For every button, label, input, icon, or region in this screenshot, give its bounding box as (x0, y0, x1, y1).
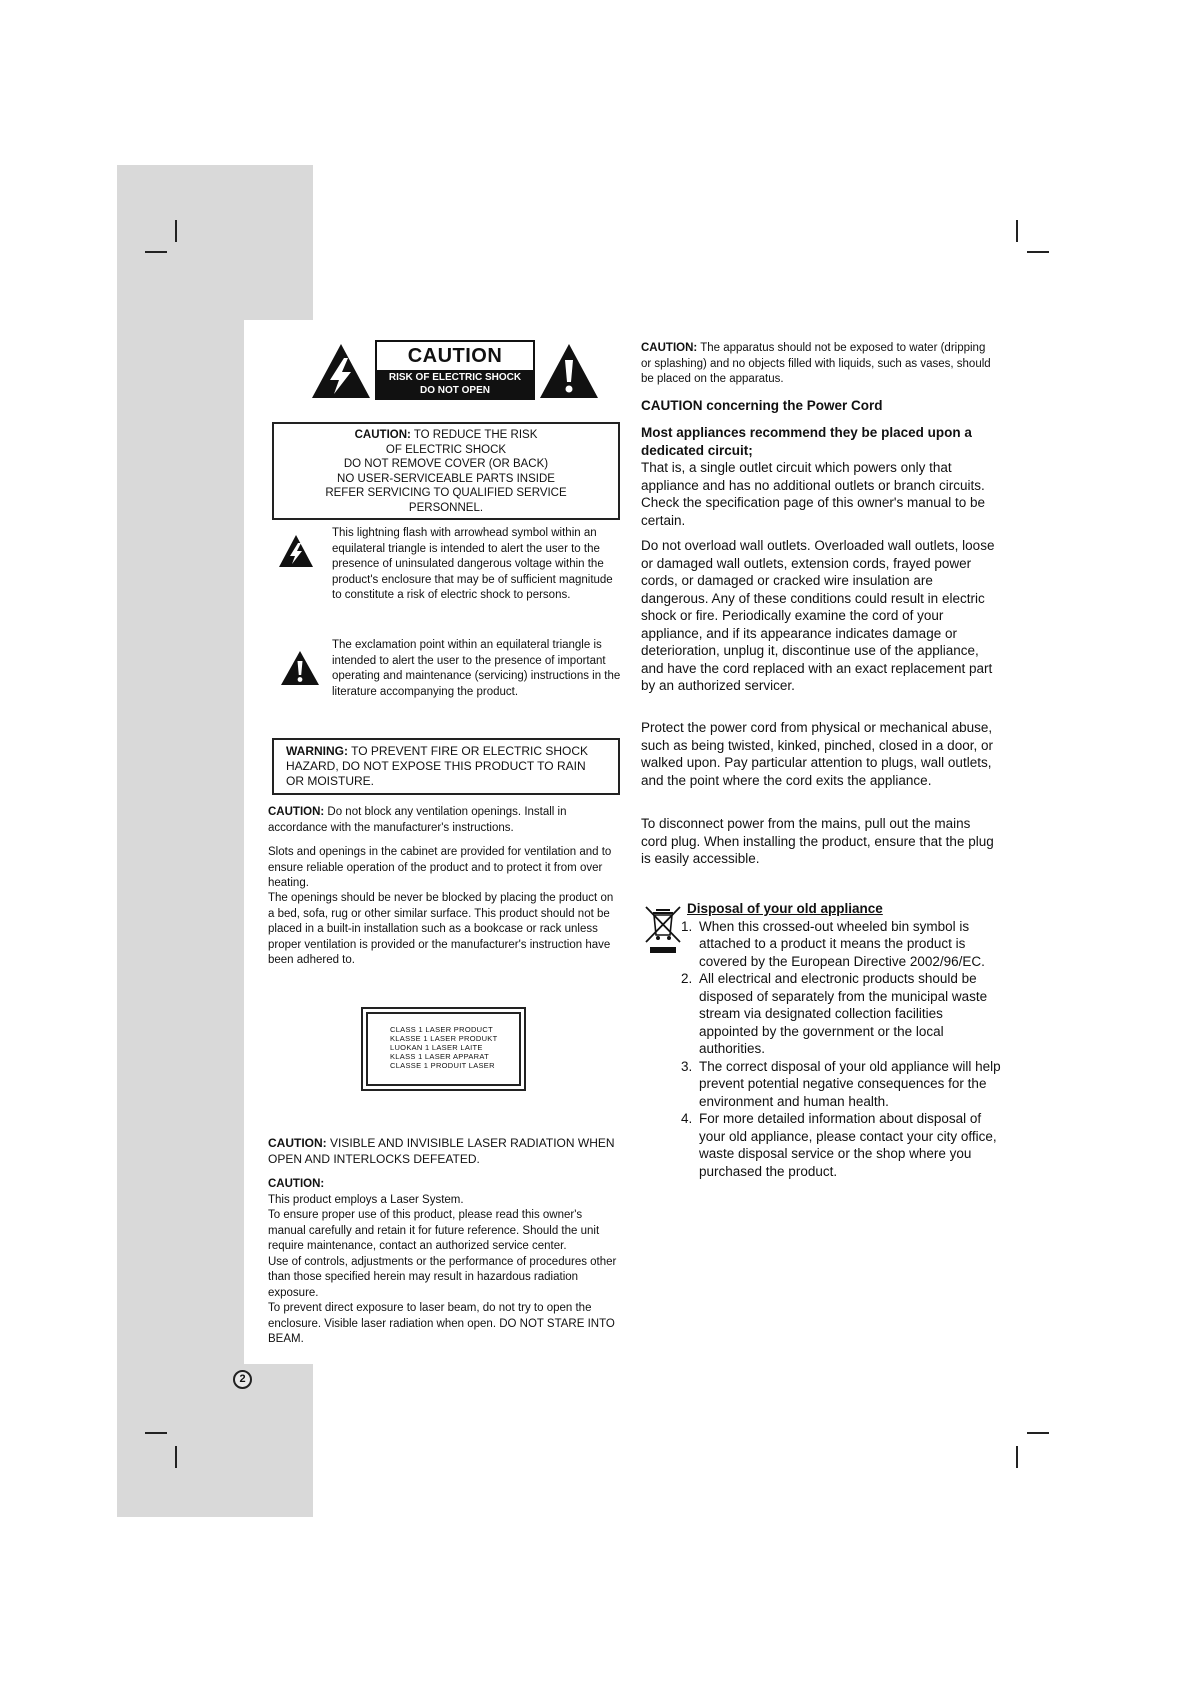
crop-mark (145, 251, 167, 253)
laser-product-label (361, 1007, 526, 1091)
list-item: 1. When this crossed-out wheeled bin symbol is attached to a product it means the product is covered by the European Directive 2002/96/EC. (681, 918, 985, 969)
power-cord-paragraph: Do not overload wall outlets. Overloaded wall outlets, loose or damaged wall outlets, extension cords, frayed power cords, or damaged or cracked wire insulation are dangerous. Any of these conditions could result in electric shock or fire. Periodically examine the cord of your appliance, and if its appearance indicates damage or deterioration, unplug it, discontinue use of the appliance, and have the cord replaced with an exact replacement part by an authorized servicer. (641, 538, 995, 693)
page-number: 2 (233, 1370, 252, 1389)
crop-mark (175, 1446, 177, 1468)
caution-box-line: PERSONNEL. (408, 501, 484, 514)
crop-mark (1016, 220, 1018, 242)
laser-label-line: CLASSE 1 PRODUIT LASER (390, 1061, 495, 1070)
laser-radiation-label: CAUTION: (268, 1136, 327, 1150)
caution-box-line: TO REDUCE THE RISK (410, 429, 538, 441)
caution-box-line: NO USER-SERVICEABLE PARTS INSIDE (337, 472, 555, 485)
disposal-heading: Disposal of your old appliance (687, 901, 883, 916)
list-item: 3. The correct disposal of your old appliance will help prevent potential negative consequences for the environment and human health. (681, 1058, 1001, 1109)
power-cord-paragraph: To disconnect power from the mains, pull out the mains cord plug. When installing the product, ensure that the plug is easily accessible. (641, 816, 994, 866)
caution-warning-label (310, 340, 600, 402)
caution-box-line: DO NOT REMOVE COVER (OR BACK) (343, 458, 549, 470)
caution-box-line: REFER SERVICING TO QUALIFIED SERVICE (325, 487, 567, 499)
exclamation-warning-icon (538, 342, 600, 400)
laser-caution-line: This product employs a Laser System. (268, 1193, 464, 1206)
lightning-symbol-explanation (272, 526, 622, 622)
laser-caution (268, 1177, 620, 1348)
caution-notice-box (272, 422, 620, 520)
slots-paragraph: Slots and openings in the cabinet are provided for ventilation and to ensure reliable operation of the product and to protect it from over heating. (268, 846, 612, 889)
ventilation-caution (268, 805, 620, 836)
crop-mark (1027, 251, 1049, 253)
warning-label: WARNING: (286, 744, 348, 758)
crop-mark (1027, 1432, 1049, 1434)
openings-paragraph: The openings should be never be blocked by placing the product on a bed, sofa, rug or other similar surface. This product should not be placed in a built-in installation such as a bookcase or rack unless proper ventilation is provided or the manufacturer's instruction have been adhered to. (268, 892, 614, 966)
laser-label-line: LUOKAN 1 LASER LAITE (390, 1043, 483, 1052)
exclamation-triangle-icon (280, 650, 320, 686)
list-item: 2. All electrical and electronic products should be disposed of separately from the municipal waste stream via designated collection facilities appointed by the government or the local authorities. (681, 971, 988, 1056)
lightning-description: This lightning flash with arrowhead symbol within an equilateral triangle is intended to alert the user to the presence of uninsulated dangerous voltage within the product's enclosure that may be of sufficient magnitude to constitute a risk of electric shock to persons. (332, 527, 613, 601)
disposal-section (641, 900, 1001, 1180)
warning-box (272, 738, 620, 795)
disposal-list (641, 918, 1001, 1181)
caution-box-line: OF ELECTRIC SHOCK (385, 443, 507, 456)
power-cord-subheading: Most appliances recommend they be placed upon a dedicated circuit; (641, 425, 972, 458)
power-cord-heading: CAUTION concerning the Power Cord (641, 398, 883, 413)
lightning-warning-icon (310, 342, 372, 400)
caution-subtitle-line1: RISK OF ELECTRIC SHOCK (388, 372, 522, 383)
water-caution-label: CAUTION: (641, 342, 698, 354)
ventilation-label: CAUTION: (268, 806, 325, 818)
warning-text: TO PREVENT FIRE OR ELECTRIC SHOCK HAZARD, DO NOT EXPOSE THIS PRODUCT TO RAIN OR MOISTURE. (286, 744, 589, 788)
laser-label-line: CLASS 1 LASER PRODUCT (390, 1025, 493, 1034)
power-cord-paragraph: Protect the power cord from physical or mechanical abuse, such as being twisted, kinked, pinched, closed in a door, or walked upon. Pay particular attention to plugs, wall outlets, and the point where the cord exits the appliance. (641, 720, 993, 788)
crop-mark (145, 1432, 167, 1434)
exclamation-symbol-explanation (272, 638, 622, 718)
water-caution (641, 341, 997, 388)
water-caution-text: The apparatus should not be exposed to water (dripping or splashing) and no objects filled with liquids, such as vases, should be placed on the apparatus. (641, 342, 991, 385)
laser-radiation-text: VISIBLE AND INVISIBLE LASER RADIATION WHEN OPEN AND INTERLOCKS DEFEATED. (268, 1136, 615, 1166)
caution-subtitle-line2: DO NOT OPEN (419, 385, 490, 396)
laser-radiation-caution (268, 1135, 618, 1167)
laser-label-line: KLASS 1 LASER APPARAT (390, 1052, 489, 1061)
crop-mark (175, 220, 177, 242)
crop-mark (1016, 1446, 1018, 1468)
power-cord-paragraph: That is, a single outlet circuit which powers only that appliance and has no additional outlets or branch circuits. Check the specification page of this owner's manual to be certain. (641, 460, 986, 528)
exclamation-description: The exclamation point within an equilateral triangle is intended to alert the user to the presence of important operating and maintenance (servicing) instructions in the literature accompanying the product. (332, 639, 621, 698)
list-item: 4. For more detailed information about disposal of your old appliance, please contact your city office, waste disposal service or the shop where you purchased the product. (681, 1111, 997, 1179)
laser-caution-line: To prevent direct exposure to laser beam, do not try to open the enclosure. Visible laser radiation when open. DO NOT STARE INTO BEAM. (268, 1302, 615, 1345)
ventilation-text: Do not block any ventilation openings. Install in accordance with the manufacturer's instructions. (268, 806, 567, 834)
laser-caution-label: CAUTION: (268, 1178, 325, 1190)
caution-title: CAUTION (407, 345, 503, 367)
caution-box-label: CAUTION: (354, 429, 411, 441)
laser-label-line: KLASSE 1 LASER PRODUKT (390, 1034, 498, 1043)
laser-caution-line: To ensure proper use of this product, please read this owner's manual carefully and retain it for future reference. Should the unit require maintenance, contact an authorized service center. (268, 1209, 600, 1252)
lightning-triangle-icon (278, 534, 314, 568)
laser-caution-line: Use of controls, adjustments or the performance of procedures other than those specified herein may result in hazardous radiation exposure. (268, 1255, 617, 1299)
